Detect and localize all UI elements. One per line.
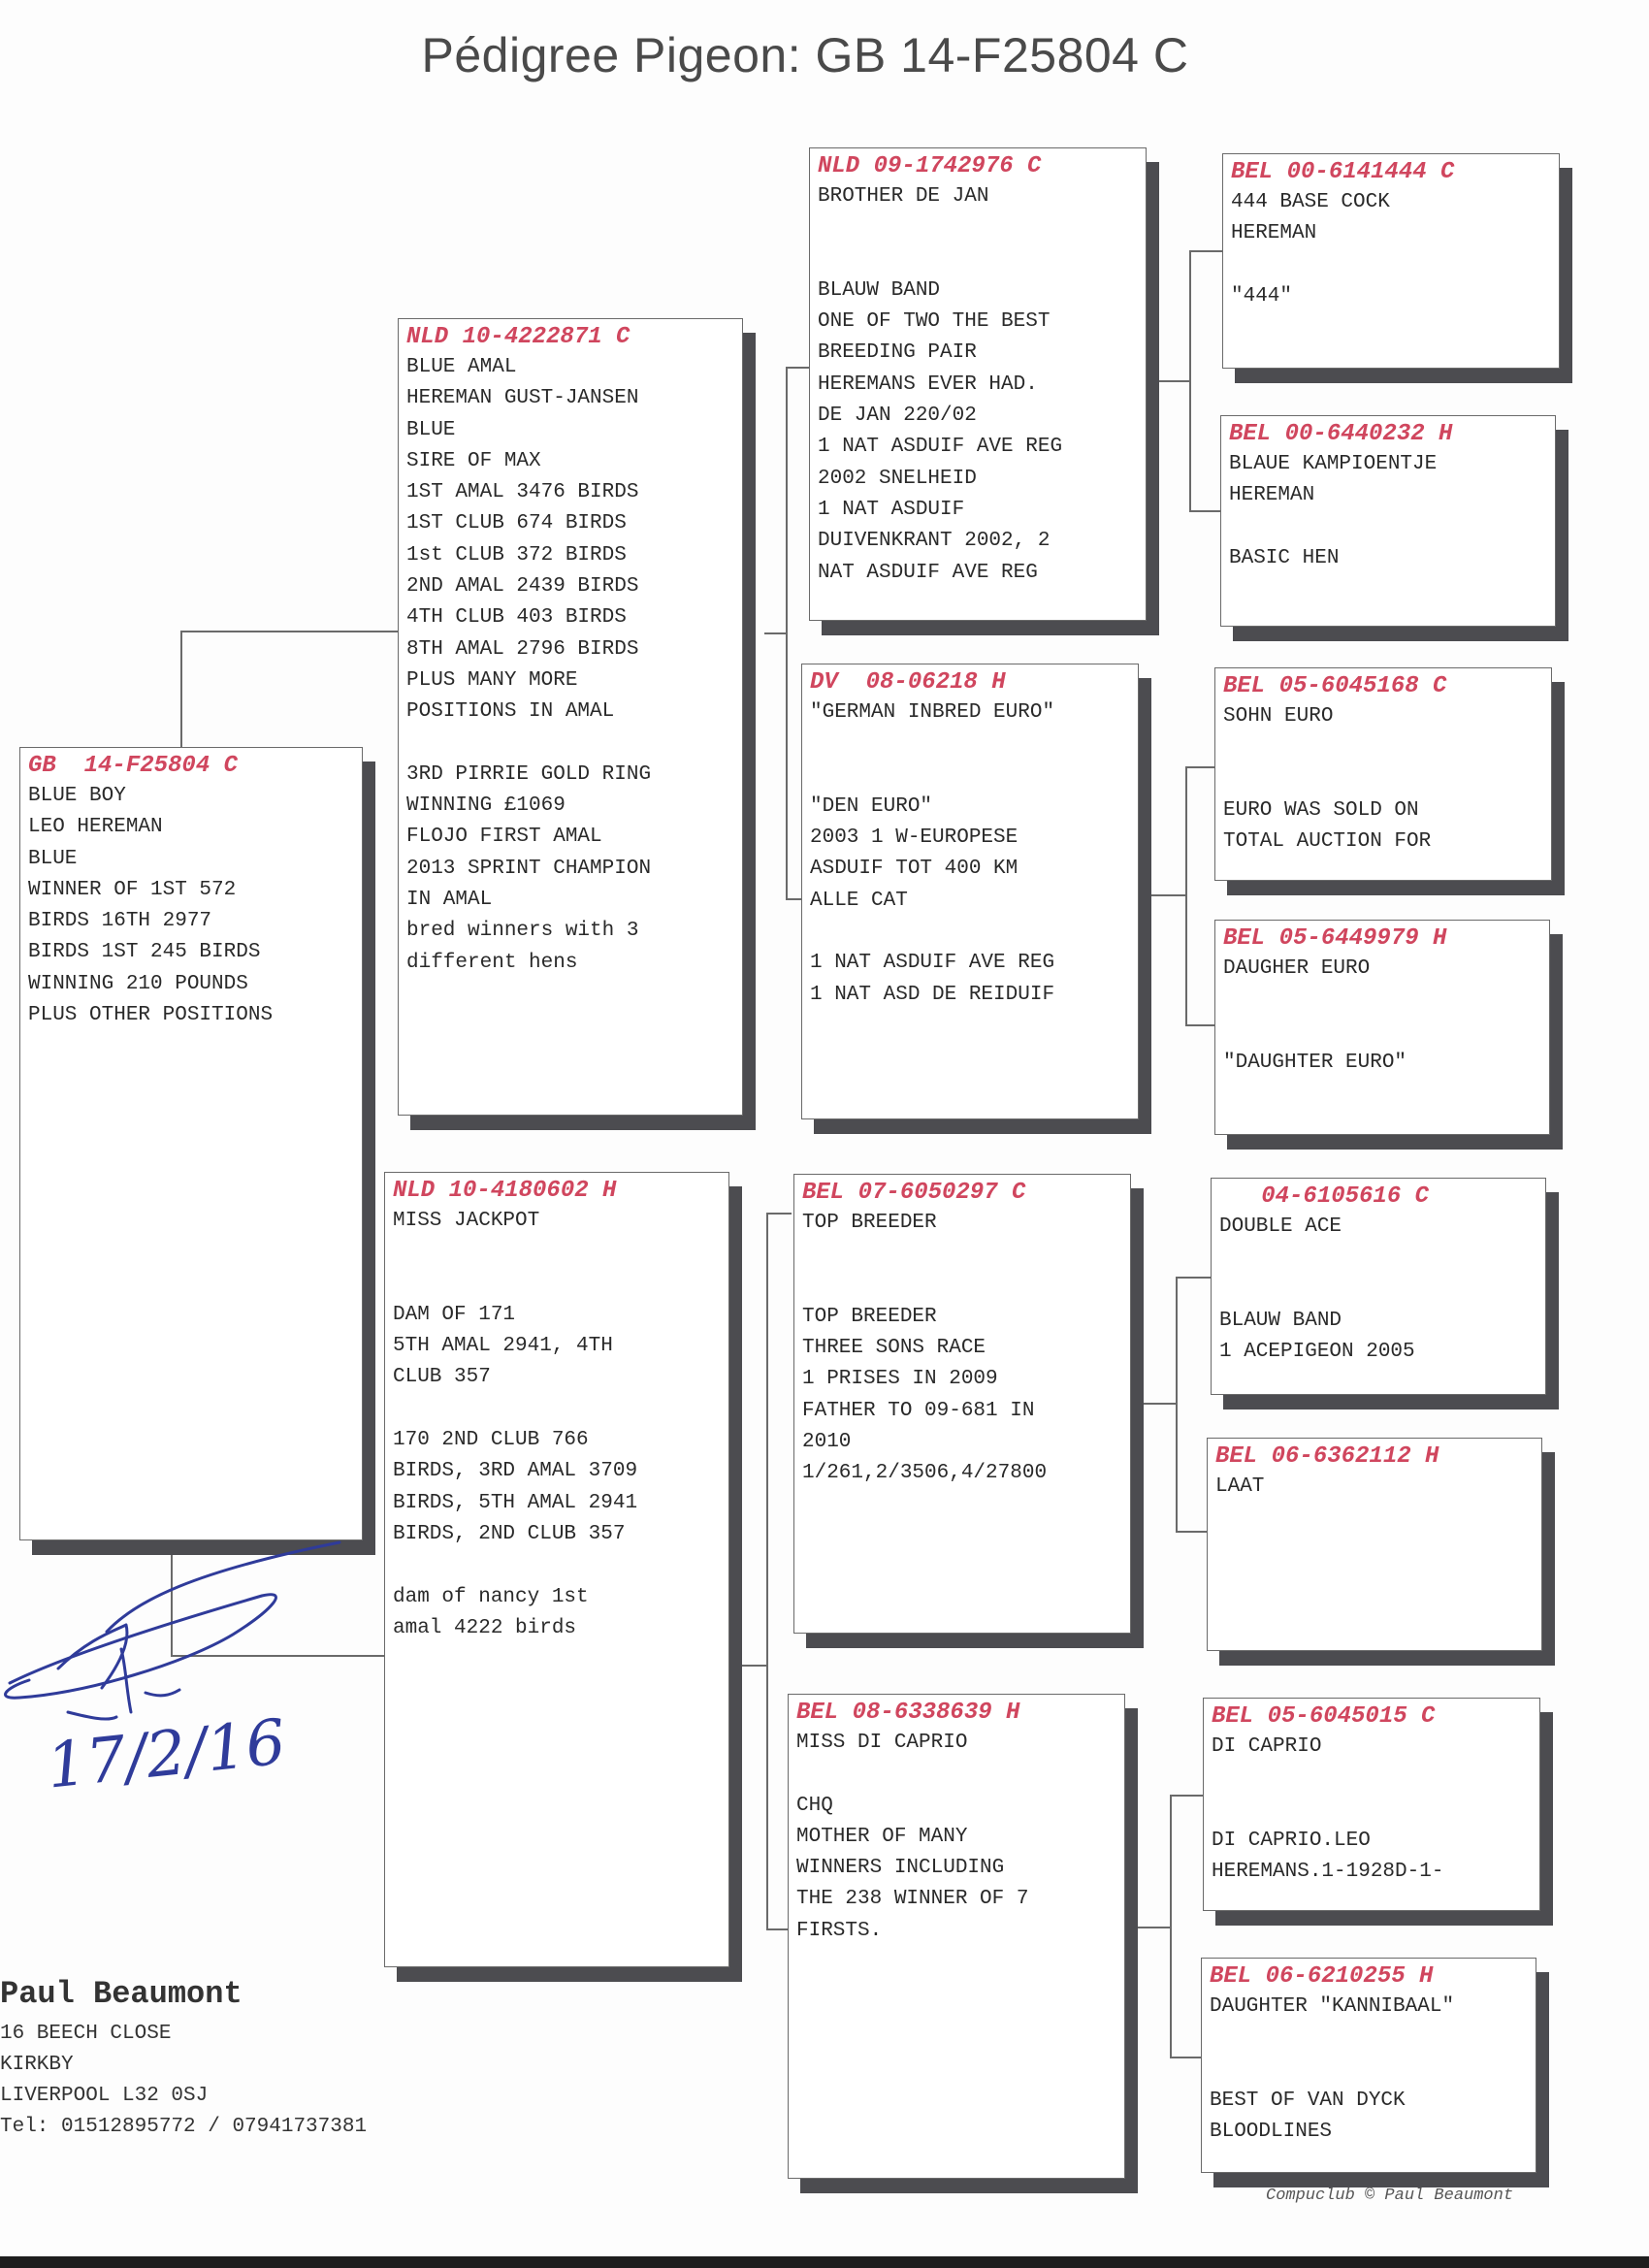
detail-line — [393, 1550, 721, 1581]
detail-line — [393, 1269, 721, 1300]
card-details — [796, 1728, 1116, 1947]
connector-line — [1131, 894, 1187, 896]
owner-address-line: 16 BEECH CLOSE — [0, 2023, 172, 2045]
connector-line — [764, 632, 788, 634]
card-details — [1223, 701, 1543, 858]
connector-line — [1125, 1927, 1172, 1928]
detail-line — [1219, 1275, 1537, 1306]
detail-line: FATHER TO 09-681 IN — [802, 1399, 1035, 1422]
detail-line: LAAT — [1215, 1475, 1265, 1498]
ring-number: BEL 05-6045015 C — [1212, 1703, 1436, 1730]
detail-line: 8TH AMAL 2796 BIRDS — [406, 637, 639, 661]
detail-line: HEREMANS.1-1928D-1- — [1212, 1861, 1444, 1884]
signature-date: 17/2/16 — [43, 1706, 289, 1803]
detail-line — [393, 1237, 721, 1268]
detail-line — [1210, 2023, 1528, 2054]
detail-line — [802, 1239, 1122, 1270]
pedigree-card-sdd — [1214, 920, 1550, 1135]
detail-line: LEO HEREMAN — [28, 816, 163, 839]
detail-line: FIRSTS. — [796, 1919, 883, 1942]
card-details — [1229, 449, 1547, 574]
pedigree-card-sss — [1222, 153, 1560, 369]
detail-line: PLUS OTHER POSITIONS — [28, 1004, 274, 1027]
detail-line: BLAUW BAND — [1219, 1309, 1342, 1332]
ring-number: NLD 10-4222871 C — [406, 324, 630, 350]
card-details — [810, 697, 1130, 1011]
detail-line: DAM OF 171 — [393, 1303, 516, 1326]
detail-line — [796, 1759, 1116, 1790]
detail-line: BASIC HEN — [1229, 546, 1340, 569]
detail-line: 1/261,2/3506,4/27800 — [802, 1462, 1048, 1485]
detail-line: TOP BREEDER — [802, 1212, 937, 1234]
detail-line: HEREMANS EVER HAD. — [818, 373, 1038, 396]
connector-line — [786, 898, 801, 900]
connector-line — [1133, 1403, 1178, 1405]
detail-line — [802, 1271, 1122, 1302]
detail-line: HEREMAN GUST-JANSEN — [406, 387, 639, 410]
detail-line: POSITIONS IN AMAL — [406, 700, 615, 724]
ring-number: BEL 05-6045168 C — [1223, 673, 1447, 699]
ring-number: BEL 00-6141444 C — [1231, 159, 1455, 185]
detail-line — [1223, 764, 1543, 795]
connector-line — [766, 1213, 792, 1215]
detail-line: BLUE — [28, 847, 78, 870]
card-details — [802, 1208, 1122, 1490]
ring-number: BEL 07-6050297 C — [802, 1180, 1026, 1206]
detail-line: 1 PRISES IN 2009 — [802, 1368, 998, 1391]
detail-line — [1223, 732, 1543, 763]
ring-number: BEL 06-6210255 H — [1210, 1963, 1434, 1990]
detail-line: BLAUW BAND — [818, 278, 941, 302]
detail-line: WINNERS INCLUDING — [796, 1857, 1005, 1880]
detail-line: PLUS MANY MORE — [406, 668, 578, 692]
detail-line — [1223, 985, 1541, 1016]
detail-line: BLUE BOY — [28, 785, 126, 807]
connector-line — [1185, 766, 1214, 768]
detail-line: DI CAPRIO — [1212, 1735, 1322, 1758]
detail-line: "DAUGHTER EURO" — [1223, 1051, 1407, 1074]
detail-line: WINNING £1069 — [406, 794, 566, 818]
card-details — [1219, 1212, 1537, 1368]
detail-line — [1210, 2055, 1528, 2086]
detail-line: BIRDS, 3RD AMAL 3709 — [393, 1460, 638, 1483]
card-details — [1212, 1732, 1532, 1888]
detail-line: FLOJO FIRST AMAL — [406, 826, 602, 849]
detail-line: 1st CLUB 372 BIRDS — [406, 543, 627, 567]
detail-line: BEST OF VAN DYCK — [1210, 2089, 1406, 2112]
detail-line: TOTAL AUCTION FOR — [1223, 830, 1432, 854]
ring-number: BEL 05-6449979 H — [1223, 925, 1447, 952]
detail-line: DAUGHER EURO — [1223, 957, 1371, 980]
pedigree-card-ssd — [1220, 415, 1556, 627]
connector-line — [1170, 1795, 1207, 1797]
detail-line: DE JAN 220/02 — [818, 405, 977, 428]
detail-line: 1 NAT ASDUIF — [818, 498, 965, 521]
connector-line — [180, 631, 182, 747]
pedigree-card-dds — [1203, 1698, 1540, 1911]
pedigree-card-dam-dam — [788, 1694, 1125, 2179]
owner-phone: Tel: 01512895772 / 07941737381 — [0, 2116, 368, 2138]
card-details — [406, 352, 734, 979]
detail-line: "444" — [1231, 284, 1293, 308]
ring-number: NLD 10-4180602 H — [393, 1178, 617, 1204]
connector-line — [766, 1928, 788, 1930]
detail-line: 1 NAT ASD DE REIDUIF — [810, 983, 1055, 1006]
connector-line — [1170, 1795, 1172, 2057]
detail-line: 1ST CLUB 674 BIRDS — [406, 512, 627, 535]
detail-line: IN AMAL — [406, 889, 493, 912]
detail-line: BIRDS 16TH 2977 — [28, 910, 212, 933]
card-details — [1215, 1472, 1534, 1503]
detail-line: 2ND AMAL 2439 BIRDS — [406, 575, 639, 599]
detail-line: BIRDS 1ST 245 BIRDS — [28, 941, 261, 964]
connector-line — [1176, 1277, 1212, 1279]
pedigree-card-dam-sire — [793, 1174, 1131, 1634]
ring-number: GB 14-F25804 C — [28, 753, 239, 779]
card-details — [393, 1206, 721, 1644]
detail-line: EURO WAS SOLD ON — [1223, 798, 1419, 822]
detail-line: CLUB 357 — [393, 1366, 491, 1389]
detail-line: BIRDS, 2ND CLUB 357 — [393, 1522, 626, 1545]
detail-line: HEREMAN — [1231, 222, 1317, 245]
detail-line — [1231, 250, 1551, 281]
pedigree-card-ddd — [1201, 1958, 1536, 2173]
ring-number: 04-6105616 C — [1219, 1183, 1430, 1210]
detail-line: BLOODLINES — [1210, 2121, 1333, 2144]
detail-line — [1229, 512, 1547, 543]
detail-line: "GERMAN INBRED EURO" — [810, 701, 1055, 724]
detail-line: BLUE AMAL — [406, 356, 517, 378]
detail-line: BLUE — [406, 418, 456, 441]
detail-line: BREEDING PAIR — [818, 341, 977, 365]
pedigree-card-dsd — [1207, 1438, 1542, 1651]
detail-line: 1 ACEPIGEON 2005 — [1219, 1341, 1415, 1364]
scan-edge — [0, 2256, 1649, 2268]
detail-line: ALLE CAT — [810, 889, 908, 912]
detail-line: MISS JACKPOT — [393, 1210, 540, 1232]
software-credit: Compuclub © Paul Beaumont — [1266, 2187, 1514, 2205]
detail-line: 2003 1 W-EUROPESE — [810, 826, 1018, 850]
detail-line: WINNING 210 POUNDS — [28, 972, 248, 995]
detail-line: MISS DI CAPRIO — [796, 1732, 968, 1754]
detail-line — [1219, 1243, 1537, 1274]
detail-line — [810, 729, 1130, 760]
connector-line — [1189, 510, 1222, 512]
connector-line — [1185, 1024, 1214, 1026]
card-details — [1210, 1992, 1528, 2148]
pedigree-card-subject — [19, 747, 363, 1540]
detail-line — [1212, 1763, 1532, 1794]
card-details — [28, 781, 354, 1031]
detail-line: DOUBLE ACE — [1219, 1215, 1342, 1238]
pedigree-card-dam — [384, 1172, 729, 1967]
detail-line: 1ST AMAL 3476 BIRDS — [406, 481, 639, 504]
detail-line: bred winners with 3 — [406, 920, 639, 943]
detail-line — [406, 729, 734, 760]
card-details — [818, 181, 1138, 589]
detail-line: 4TH CLUB 403 BIRDS — [406, 606, 627, 630]
detail-line: 3RD PIRRIE GOLD RING — [406, 762, 652, 786]
owner-name: Paul Beaumont — [0, 1976, 242, 2012]
detail-line — [818, 212, 1138, 243]
detail-line: 444 BASE COCK — [1231, 191, 1390, 213]
detail-line: 1 NAT ASDUIF AVE REG — [818, 436, 1063, 459]
owner-address-line: LIVERPOOL L32 0SJ — [0, 2085, 209, 2107]
detail-line: CHQ — [796, 1794, 833, 1817]
detail-line — [393, 1394, 721, 1425]
owner-address-line: KIRKBY — [0, 2054, 74, 2076]
detail-line: WINNER OF 1ST 572 — [28, 878, 237, 901]
detail-line: 1 NAT ASDUIF AVE REG — [810, 952, 1055, 975]
detail-line — [810, 761, 1130, 792]
detail-line — [1212, 1795, 1532, 1826]
page-title: Pédigree Pigeon: GB 14-F25804 C — [421, 28, 1189, 82]
detail-line: MOTHER OF MANY — [796, 1825, 968, 1848]
detail-line: amal 4222 birds — [393, 1616, 577, 1639]
card-details — [1223, 954, 1541, 1079]
pedigree-card-sire-sire — [809, 147, 1147, 621]
detail-line: SOHN EURO — [1223, 705, 1334, 728]
connector-line — [180, 631, 398, 632]
ring-number: DV 08-06218 H — [810, 669, 1006, 696]
detail-line: DUIVENKRANT 2002, 2 — [818, 530, 1051, 553]
detail-line — [818, 244, 1138, 275]
detail-line: BIRDS, 5TH AMAL 2941 — [393, 1491, 638, 1514]
connector-line — [1150, 380, 1191, 382]
pedigree-card-sire-dam — [801, 664, 1139, 1119]
detail-line: BLAUE KAMPIOENTJE — [1229, 453, 1438, 475]
detail-line: 2010 — [802, 1431, 852, 1454]
detail-line: ONE OF TWO THE BEST — [818, 310, 1051, 334]
connector-line — [737, 1665, 768, 1667]
detail-line: THE 238 WINNER OF 7 — [796, 1888, 1029, 1911]
pedigree-card-dss — [1211, 1178, 1546, 1395]
detail-line: 170 2ND CLUB 766 — [393, 1429, 589, 1452]
detail-line: 2002 SNELHEID — [818, 467, 977, 490]
ring-number: BEL 00-6440232 H — [1229, 421, 1453, 447]
detail-line: BROTHER DE JAN — [818, 185, 989, 208]
detail-line: 5TH AMAL 2941, 4TH — [393, 1335, 613, 1358]
pedigree-card-sire — [398, 318, 743, 1116]
detail-line: DAUGHTER "KANNIBAAL" — [1210, 1995, 1455, 2018]
detail-line: dam of nancy 1st — [393, 1585, 589, 1608]
detail-line: HEREMAN — [1229, 484, 1315, 507]
detail-line: DI CAPRIO.LEO — [1212, 1829, 1371, 1852]
pedigree-card-sds — [1214, 667, 1552, 881]
detail-line — [810, 917, 1130, 948]
ring-number: BEL 06-6362112 H — [1215, 1443, 1439, 1470]
detail-line: "DEN EURO" — [810, 794, 933, 818]
card-details — [1231, 187, 1551, 312]
ring-number: NLD 09-1742976 C — [818, 153, 1042, 179]
connector-line — [786, 367, 809, 369]
connector-line — [766, 1213, 768, 1928]
connector-line — [1189, 250, 1222, 252]
detail-line: different hens — [406, 951, 578, 974]
detail-line: SIRE OF MAX — [406, 449, 541, 472]
detail-line: ASDUIF TOT 400 KM — [810, 858, 1018, 881]
detail-line — [1223, 1017, 1541, 1048]
ring-number: BEL 08-6338639 H — [796, 1700, 1020, 1726]
detail-line: NAT ASDUIF AVE REG — [818, 561, 1038, 584]
detail-line: THREE SONS RACE — [802, 1337, 986, 1360]
detail-line: 2013 SPRINT CHAMPION — [406, 857, 652, 880]
detail-line: TOP BREEDER — [802, 1305, 937, 1328]
